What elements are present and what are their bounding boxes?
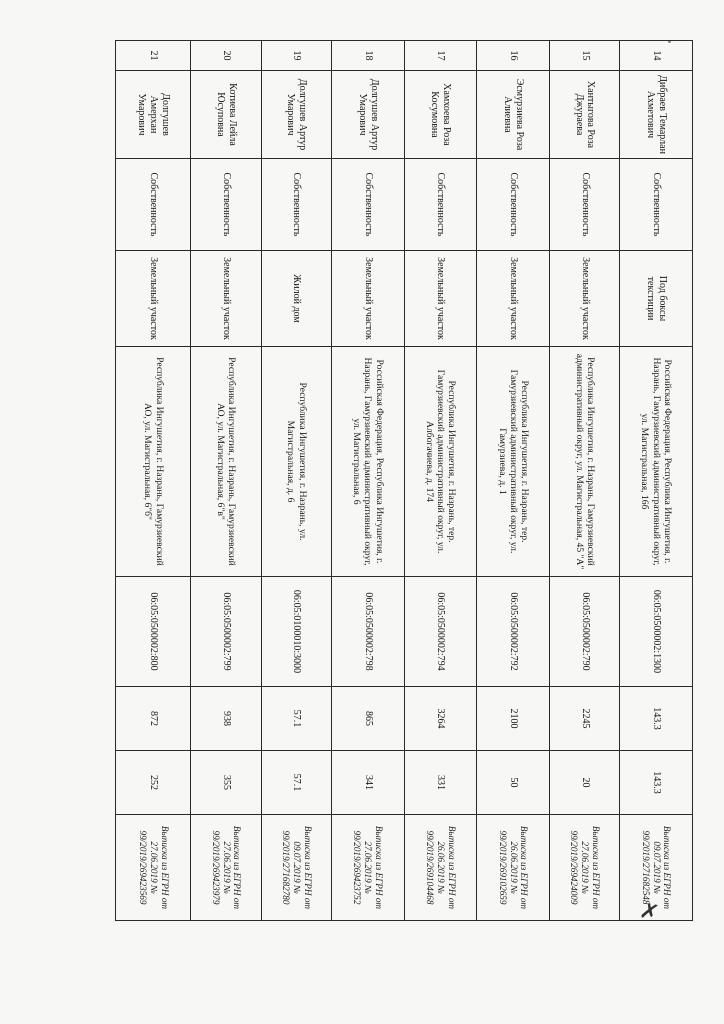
area-cell: 143.3 bbox=[620, 687, 693, 751]
object-type-cell: Земельный участок bbox=[404, 251, 477, 347]
object-type-cell: Земельный участок bbox=[331, 251, 404, 347]
row-number-cell: 15 bbox=[550, 41, 620, 71]
egrn-extract-cell: Выписка из ЕГРН от 27.06.2019 № 99/2019/269423979 bbox=[191, 815, 261, 921]
table-row bbox=[191, 41, 261, 921]
area-cell: 938 bbox=[191, 687, 261, 751]
egrn-extract-cell: Выписка из ЕГРН от 27.06.2019 № 99/2019/269423752 bbox=[331, 815, 404, 921]
table-row bbox=[620, 41, 693, 921]
address-cell: Республика Ингушетия, г. Назрань, тер. Гамурзиевский административный округ, ул. Гамурзиева, д. 1 bbox=[477, 347, 550, 577]
address-cell: Республика Ингушетия, г. Назрань, Гамурзиевский АО, ул. Магистральная, 6"в" bbox=[191, 347, 261, 577]
rotated-table-container bbox=[115, 40, 693, 920]
egrn-extract-cell: Выписка из ЕГРН от 09.07.2019 № 99/2019/271682780 bbox=[261, 815, 331, 921]
row-number-cell: 20 bbox=[191, 41, 261, 71]
right-type-cell: Собственность bbox=[477, 159, 550, 251]
share-cell: 341 bbox=[331, 751, 404, 815]
address-cell: Российская Федерация, Республика Ингушетия, г. Назрань, Гамурзиевский административный округ, ул. Магистральная, 16б bbox=[620, 347, 693, 577]
share-cell: 252 bbox=[116, 751, 192, 815]
handwritten-mark: ✗ bbox=[637, 898, 662, 927]
table-row bbox=[477, 41, 550, 921]
cadastral-number-cell: 06:05:0500002:799 bbox=[191, 577, 261, 687]
cadastral-number-cell: 06:05:0500002:798 bbox=[331, 577, 404, 687]
object-type-cell: Земельный участок bbox=[477, 251, 550, 347]
cadastral-number-cell: 06:05:0100010:3000 bbox=[261, 577, 331, 687]
address-cell: Республика Ингушетия, г. Назрань, Гамурзиевский АО, ул. Магистральная, 6"б" bbox=[116, 347, 192, 577]
cadastral-number-cell: 06:05:0500002:794 bbox=[404, 577, 477, 687]
table-row bbox=[116, 41, 192, 921]
area-cell: 872 bbox=[116, 687, 192, 751]
area-cell: 57.1 bbox=[261, 687, 331, 751]
owner-name-cell: Хамхоева Роза Косумовна bbox=[404, 71, 477, 159]
object-type-cell: Земельный участок bbox=[191, 251, 261, 347]
owner-name-cell: Эсмурзиева Роза Алиевна bbox=[477, 71, 550, 159]
owner-name-cell: Котиева Лейла Юсуповна bbox=[191, 71, 261, 159]
right-type-cell: Собственность bbox=[550, 159, 620, 251]
cadastral-number-cell: 06:05:0500002:800 bbox=[116, 577, 192, 687]
table-row bbox=[404, 41, 477, 921]
egrn-extract-cell: Выписка из ЕГРН от 26.06.2019 № 99/2019/269102659 bbox=[477, 815, 550, 921]
cadastral-number-cell: 06:05:0500002:790 bbox=[550, 577, 620, 687]
area-cell: 2245 bbox=[550, 687, 620, 751]
right-type-cell: Собственность bbox=[191, 159, 261, 251]
egrn-extract-cell: Выписка из ЕГРН от 27.06.2019 № 99/2019/269424009 bbox=[550, 815, 620, 921]
egrn-extract-cell: Выписка из ЕГРН от 26.06.2019 № 99/2019/269104468 bbox=[404, 815, 477, 921]
right-type-cell: Собственность bbox=[331, 159, 404, 251]
table-row bbox=[331, 41, 404, 921]
cadastral-number-cell: 06:05:0500002:1300 bbox=[620, 577, 693, 687]
row-number-cell: 21 bbox=[116, 41, 192, 71]
egrn-extract-cell: Выписка из ЕГРН от 09.07.2019 № 99/2019/271682548 bbox=[620, 815, 693, 921]
owner-name-cell: Хантыгова Роза Джураева bbox=[550, 71, 620, 159]
right-type-cell: Собственность bbox=[620, 159, 693, 251]
address-cell: Республика Ингушетия, г. Назрань, Гамурзиевский административный округ, ул. Магистральная, 45 "А" bbox=[550, 347, 620, 577]
row-number-cell: 19 bbox=[261, 41, 331, 71]
row-number-cell: 16 bbox=[477, 41, 550, 71]
table-row bbox=[550, 41, 620, 921]
share-cell: 355 bbox=[191, 751, 261, 815]
right-type-cell: Собственность bbox=[116, 159, 192, 251]
table-row bbox=[261, 41, 331, 921]
egrn-extract-cell: Выписка из ЕГРН от 27.06.2019 № 99/2019/269423569 bbox=[116, 815, 192, 921]
owner-name-cell: Долгушев Артур Умарович bbox=[331, 71, 404, 159]
share-cell: 50 bbox=[477, 751, 550, 815]
object-type-cell: Земельный участок bbox=[116, 251, 192, 347]
area-cell: 2100 bbox=[477, 687, 550, 751]
area-cell: 865 bbox=[331, 687, 404, 751]
share-cell: 20 bbox=[550, 751, 620, 815]
area-cell: 3264 bbox=[404, 687, 477, 751]
row-number-cell: 18 bbox=[331, 41, 404, 71]
address-cell: Республика Ингушетия, г. Назрань, ул. Магистральная, д. 6 bbox=[261, 347, 331, 577]
share-cell: 331 bbox=[404, 751, 477, 815]
right-type-cell: Собственность bbox=[404, 159, 477, 251]
address-cell: Республика Ингушетия, г. Назрань, тер. Гамурзиевский административный округ, ул. Албогачиева, д. 174 bbox=[404, 347, 477, 577]
object-type-cell: Земельный участок bbox=[550, 251, 620, 347]
share-cell: 57.1 bbox=[261, 751, 331, 815]
row-number-cell: 17 bbox=[404, 41, 477, 71]
row-number-cell: 14 bbox=[620, 41, 693, 71]
object-type-cell: Жилой дом bbox=[261, 251, 331, 347]
owner-name-cell: Долгушев Артур Умарович bbox=[261, 71, 331, 159]
property-table bbox=[115, 40, 693, 921]
cadastral-number-cell: 06:05:0500002:792 bbox=[477, 577, 550, 687]
share-cell: 143.3 bbox=[620, 751, 693, 815]
right-type-cell: Собственность bbox=[261, 159, 331, 251]
object-type-cell: Под боксы текстиции bbox=[620, 251, 693, 347]
address-cell: Российская Федерация, Республика Ингушетия, г. Назрань, Гамурзиевский административный округ, ул. Магистральная, 6 bbox=[331, 347, 404, 577]
owner-name-cell: Дибраев Темарлан Ахметович bbox=[620, 71, 693, 159]
owner-name-cell: Долгушев Амерхан Умарович bbox=[116, 71, 192, 159]
